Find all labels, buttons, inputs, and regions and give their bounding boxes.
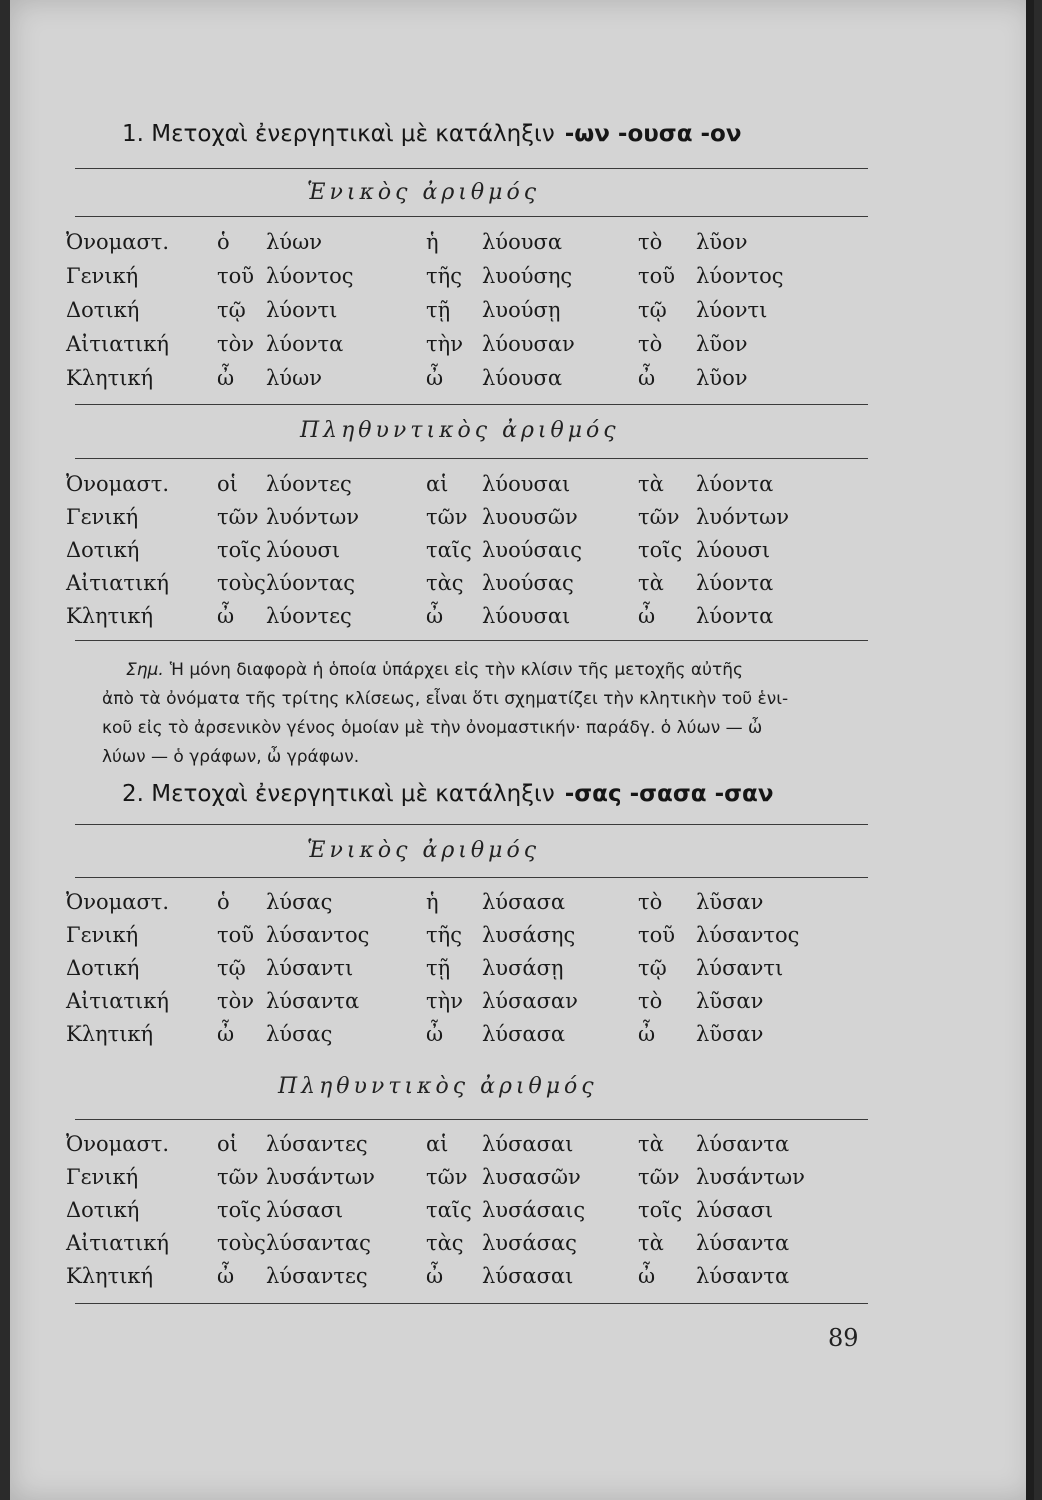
fem-article: ἡ	[426, 890, 439, 914]
case-name: Δοτική	[66, 956, 140, 980]
table-row	[10, 604, 1034, 636]
section-2-title: 2. Μετοχαὶ ἐνεργητικαὶ μὲ κατάληξιν	[122, 781, 555, 807]
neut-article: ὦ	[638, 1022, 656, 1046]
fem-article: αἱ	[426, 472, 449, 496]
neut-form: λύοντα	[696, 571, 774, 595]
masc-article: τῶν	[217, 505, 259, 529]
fem-article: τῇ	[426, 298, 451, 322]
neut-article: τὰ	[638, 571, 664, 595]
masc-article: τοῦ	[217, 264, 255, 288]
note-text: Ἡ μόνη διαφορὰ ἡ ὁποία ὑπάρχει εἰς τὴν κλίσιν τῆς μετοχῆς αὐτῆς	[169, 660, 743, 680]
neut-article: τῷ	[638, 298, 667, 322]
note-line: ἀπὸ τὰ ὀνόματα τῆς τρίτης κλίσεως, εἶναι ὅτι σχηματίζει τὴν κλητικὴν τοῦ ἑνι-	[102, 689, 789, 709]
neut-form: λύουσι	[696, 538, 771, 562]
section-1-heading	[122, 121, 742, 147]
masc-form: λύοντα	[266, 332, 344, 356]
neut-article: τῶν	[638, 1165, 680, 1189]
note-line: κοῦ εἰς τὸ ἀρσενικὸν γένος ὁμοίαν μὲ τὴν ὀνομαστικήν· παράδγ. ὁ λύων — ὦ	[102, 718, 763, 738]
fem-article: τῇ	[426, 956, 451, 980]
case-name: Κλητική	[66, 1022, 154, 1046]
masc-article: ὁ	[217, 230, 230, 254]
neut-form: λυσάντων	[696, 1165, 805, 1189]
table-row	[10, 1022, 1034, 1054]
fem-article: τὴν	[426, 332, 463, 356]
table-row	[10, 505, 1034, 537]
fem-article: ταῖς	[426, 538, 472, 562]
masc-form: λύοντος	[266, 264, 354, 288]
neut-article: τοῦ	[638, 264, 676, 288]
divider	[75, 824, 868, 825]
divider	[75, 1303, 868, 1304]
divider	[75, 1119, 868, 1120]
table-row	[10, 571, 1034, 603]
divider	[75, 404, 868, 405]
masc-form: λύσας	[266, 1022, 333, 1046]
masc-form: λύοντες	[266, 472, 352, 496]
masc-article: τοὺς	[217, 571, 266, 595]
neut-form: λύσαντι	[696, 956, 784, 980]
fem-form: λύουσαι	[482, 472, 571, 496]
note-line	[102, 656, 878, 685]
masc-article: τῶν	[217, 1165, 259, 1189]
fem-form: λύσασα	[482, 890, 566, 914]
masc-form: λύσαντες	[266, 1132, 368, 1156]
case-name: Δοτική	[66, 538, 140, 562]
neut-form: λῦον	[696, 366, 748, 390]
masc-article: οἱ	[217, 1132, 238, 1156]
masc-article: τὸν	[217, 332, 255, 356]
case-name: Ὀνομαστ.	[66, 1132, 170, 1156]
fem-form: λύσασαν	[482, 989, 578, 1013]
case-name: Γενική	[66, 1165, 139, 1189]
section-1-title: 1. Μετοχαὶ ἐνεργητικαὶ μὲ κατάληξιν	[122, 121, 555, 147]
fem-form: λύσασαι	[482, 1132, 574, 1156]
fem-article: τὰς	[426, 1231, 464, 1255]
divider	[75, 168, 868, 169]
masc-form: λύων	[266, 230, 322, 254]
masc-article: ὦ	[217, 1264, 235, 1288]
page-number: 89	[828, 1324, 859, 1352]
masc-article: ὦ	[217, 366, 235, 390]
fem-article: τῆς	[426, 264, 462, 288]
masc-form: λύσαντα	[266, 989, 360, 1013]
fem-article: ταῖς	[426, 1198, 472, 1222]
neut-form: λῦον	[696, 332, 748, 356]
fem-form: λυούσῃ	[482, 298, 561, 322]
fem-article: τῶν	[426, 505, 468, 529]
divider	[75, 640, 868, 641]
fem-form: λύουσα	[482, 366, 563, 390]
masc-article: ὁ	[217, 890, 230, 914]
neut-article: τὸ	[638, 332, 663, 356]
section-2-heading	[122, 781, 774, 807]
case-name: Δοτική	[66, 1198, 140, 1222]
fem-form: λυσασῶν	[482, 1165, 581, 1189]
neut-form: λύοντα	[696, 604, 774, 628]
neut-article: τὰ	[638, 1231, 664, 1255]
case-name: Δοτική	[66, 298, 140, 322]
case-name: Αἰτιατική	[66, 989, 169, 1013]
fem-form: λυσάσῃ	[482, 956, 564, 980]
neut-article: τὸ	[638, 989, 663, 1013]
masc-article: ὦ	[217, 1022, 235, 1046]
fem-form: λύουσαν	[482, 332, 575, 356]
table-row	[10, 1165, 1034, 1197]
fem-form: λυουσῶν	[482, 505, 578, 529]
table-row	[10, 332, 1034, 364]
neut-form: λύοντι	[696, 298, 768, 322]
case-name: Ὀνομαστ.	[66, 890, 170, 914]
divider	[75, 458, 868, 459]
table-row	[10, 890, 1034, 922]
case-name: Ὀνομαστ.	[66, 230, 170, 254]
table-row	[10, 298, 1034, 330]
note	[102, 656, 878, 772]
table-row	[10, 956, 1034, 988]
table-row	[10, 472, 1034, 504]
neut-form: λῦσαν	[696, 1022, 764, 1046]
case-name: Γενική	[66, 923, 139, 947]
neut-form: λύσαντα	[696, 1231, 790, 1255]
singular-label: Ἑνικὸς ἀριθμός	[307, 838, 541, 863]
table-row	[10, 1198, 1034, 1230]
fem-form: λυούσαις	[482, 538, 582, 562]
masc-article: τῷ	[217, 956, 246, 980]
table-row	[10, 366, 1034, 398]
fem-form: λύουσαι	[482, 604, 571, 628]
fem-article: τὴν	[426, 989, 463, 1013]
masc-article: τοῖς	[217, 1198, 262, 1222]
masc-form: λύοντες	[266, 604, 352, 628]
neut-article: τοῦ	[638, 923, 676, 947]
fem-form: λυσάσαις	[482, 1198, 586, 1222]
neut-form: λύοντα	[696, 472, 774, 496]
fem-article: τῆς	[426, 923, 462, 947]
table-row	[10, 989, 1034, 1021]
case-name: Γενική	[66, 505, 139, 529]
fem-article: ἡ	[426, 230, 439, 254]
note-lead: Σημ.	[126, 660, 164, 680]
neut-form: λυόντων	[696, 505, 789, 529]
neut-form: λύοντος	[696, 264, 784, 288]
table-row	[10, 1231, 1034, 1263]
book-page	[10, 0, 1034, 1500]
neut-article: τοῖς	[638, 1198, 683, 1222]
masc-form: λύσαντος	[266, 923, 370, 947]
neut-form: λύσασι	[696, 1198, 774, 1222]
plural-label: Πληθυντικὸς ἀριθμός	[278, 1074, 598, 1099]
case-name: Αἰτιατική	[66, 571, 169, 595]
masc-form: λυσάντων	[266, 1165, 375, 1189]
plural-label: Πληθυντικὸς ἀριθμός	[300, 418, 620, 443]
masc-article: ὦ	[217, 604, 235, 628]
neut-article: ὦ	[638, 366, 656, 390]
neut-article: τὸ	[638, 890, 663, 914]
section-1-ending: -ων -ουσα -ον	[564, 121, 742, 147]
neut-form: λῦσαν	[696, 890, 764, 914]
masc-article: τὸν	[217, 989, 255, 1013]
case-name: Κλητική	[66, 366, 154, 390]
divider	[75, 877, 868, 878]
neut-article: τὸ	[638, 230, 663, 254]
fem-article: ὦ	[426, 604, 444, 628]
masc-form: λύσασι	[266, 1198, 344, 1222]
masc-form: λύσαντες	[266, 1264, 368, 1288]
masc-form: λύσαντι	[266, 956, 354, 980]
section-2-ending: -σας -σασα -σαν	[564, 781, 774, 807]
neut-article: τῶν	[638, 505, 680, 529]
fem-form: λυούσας	[482, 571, 574, 595]
case-name: Γενική	[66, 264, 139, 288]
singular-label: Ἑνικὸς ἀριθμός	[307, 180, 541, 205]
table-row	[10, 230, 1034, 262]
masc-article: οἱ	[217, 472, 238, 496]
table-row	[10, 538, 1034, 570]
fem-form: λυσάσης	[482, 923, 576, 947]
fem-article: τὰς	[426, 571, 464, 595]
case-name: Αἰτιατική	[66, 1231, 169, 1255]
table-row	[10, 1264, 1034, 1296]
fem-form: λύσασα	[482, 1022, 566, 1046]
masc-article: τοῖς	[217, 538, 262, 562]
divider	[75, 216, 868, 217]
masc-article: τῷ	[217, 298, 246, 322]
fem-article: αἱ	[426, 1132, 449, 1156]
case-name: Αἰτιατική	[66, 332, 169, 356]
case-name: Κλητική	[66, 1264, 154, 1288]
fem-form: λυούσης	[482, 264, 573, 288]
case-name: Ὀνομαστ.	[66, 472, 170, 496]
fem-form: λύουσα	[482, 230, 563, 254]
fem-article: ὦ	[426, 1264, 444, 1288]
table-row	[10, 264, 1034, 296]
masc-form: λύσας	[266, 890, 333, 914]
fem-form: λύσασαι	[482, 1264, 574, 1288]
masc-form: λύοντας	[266, 571, 356, 595]
neut-article: ὦ	[638, 1264, 656, 1288]
masc-form: λύσαντας	[266, 1231, 371, 1255]
masc-article: τοὺς	[217, 1231, 266, 1255]
masc-form: λυόντων	[266, 505, 359, 529]
neut-form: λύσαντα	[696, 1132, 790, 1156]
neut-article: ὦ	[638, 604, 656, 628]
neut-article: τὰ	[638, 1132, 664, 1156]
neut-form: λύσαντα	[696, 1264, 790, 1288]
masc-form: λύων	[266, 366, 322, 390]
fem-article: ὦ	[426, 1022, 444, 1046]
table-row	[10, 923, 1034, 955]
neut-form: λῦσαν	[696, 989, 764, 1013]
fem-form: λυσάσας	[482, 1231, 577, 1255]
masc-form: λύουσι	[266, 538, 341, 562]
masc-form: λύοντι	[266, 298, 338, 322]
fem-article: τῶν	[426, 1165, 468, 1189]
table-row	[10, 1132, 1034, 1164]
neut-article: τοῖς	[638, 538, 683, 562]
fem-article: ὦ	[426, 366, 444, 390]
case-name: Κλητική	[66, 604, 154, 628]
masc-article: τοῦ	[217, 923, 255, 947]
note-line: λύων — ὁ γράφων, ὦ γράφων.	[102, 747, 360, 767]
neut-article: τῷ	[638, 956, 667, 980]
neut-form: λῦον	[696, 230, 748, 254]
neut-article: τὰ	[638, 472, 664, 496]
neut-form: λύσαντος	[696, 923, 800, 947]
